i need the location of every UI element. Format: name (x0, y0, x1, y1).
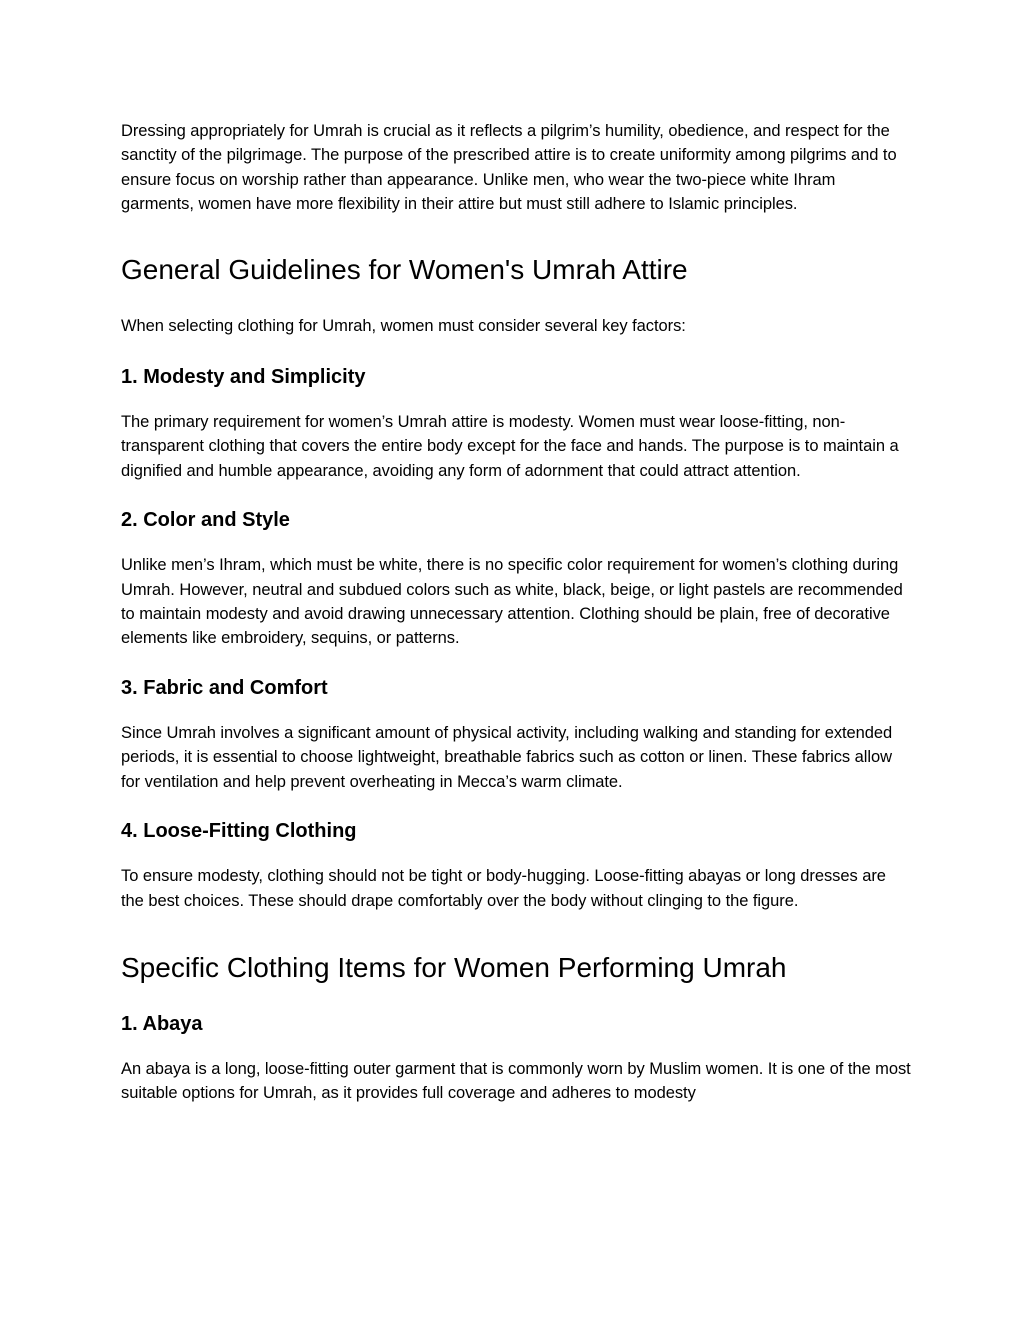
document-page (121, 119, 911, 1106)
specific-items-heading: Specific Clothing Items for Women Performing Umrah (121, 951, 787, 983)
loose-fitting-heading: 4. Loose-Fitting Clothing (121, 820, 357, 843)
general-guidelines-intro: When selecting clothing for Umrah, women must consider several key factors: (121, 316, 686, 335)
fabric-comfort-paragraph: Since Umrah involves a significant amount of physical activity, including walking and standing for extended periods, it is essential to choose lightweight, breathable fabrics such as cotton or linen. These fabrics allow for ventilation and help prevent overheating in Mecca’s warm climate. (121, 723, 893, 791)
abaya-paragraph: An abaya is a long, loose-fitting outer garment that is commonly worn by Muslim women. It is one of the most suitable options for Umrah, as it provides full coverage and adheres to modesty (121, 1059, 911, 1103)
abaya-heading: 1. Abaya (121, 1012, 203, 1035)
fabric-comfort-heading: 3. Fabric and Comfort (121, 676, 328, 699)
intro-paragraph: Dressing appropriately for Umrah is crucial as it reflects a pilgrim’s humility, obedience, and respect for the sanctity of the pilgrimage. The purpose of the prescribed attire is to create uniformity among pilgrims and to ensure focus on worship rather than appearance. Unlike men, who wear the two-piece white Ihram garments, women have more flexibility in their attire but must still adhere to Islamic principles. (121, 122, 897, 214)
loose-fitting-paragraph: To ensure modesty, clothing should not be tight or body-hugging. Loose-fitting abayas or long dresses are the best choices. These should drape comfortably over the body without clinging to the figure. (121, 867, 886, 910)
color-style-heading: 2. Color and Style (121, 509, 290, 532)
general-guidelines-heading: General Guidelines for Women's Umrah Attire (121, 253, 688, 285)
modesty-heading: 1. Modesty and Simplicity (121, 366, 366, 389)
color-style-paragraph: Unlike men’s Ihram, which must be white, there is no specific color requirement for women’s clothing during Umrah. However, neutral and subdued colors such as white, black, beige, or light pastels are recommended to maintain modesty and avoid drawing unnecessary attention. Clothing should be plain, free of decorative elements like embroidery, sequins, or patterns. (121, 556, 903, 648)
modesty-paragraph: The primary requirement for women’s Umrah attire is modesty. Women must wear loose-fitting, non-transparent clothing that covers the entire body except for the face and hands. The purpose is to maintain a dignified and humble appearance, avoiding any form of adornment that could attract attention. (121, 413, 899, 480)
